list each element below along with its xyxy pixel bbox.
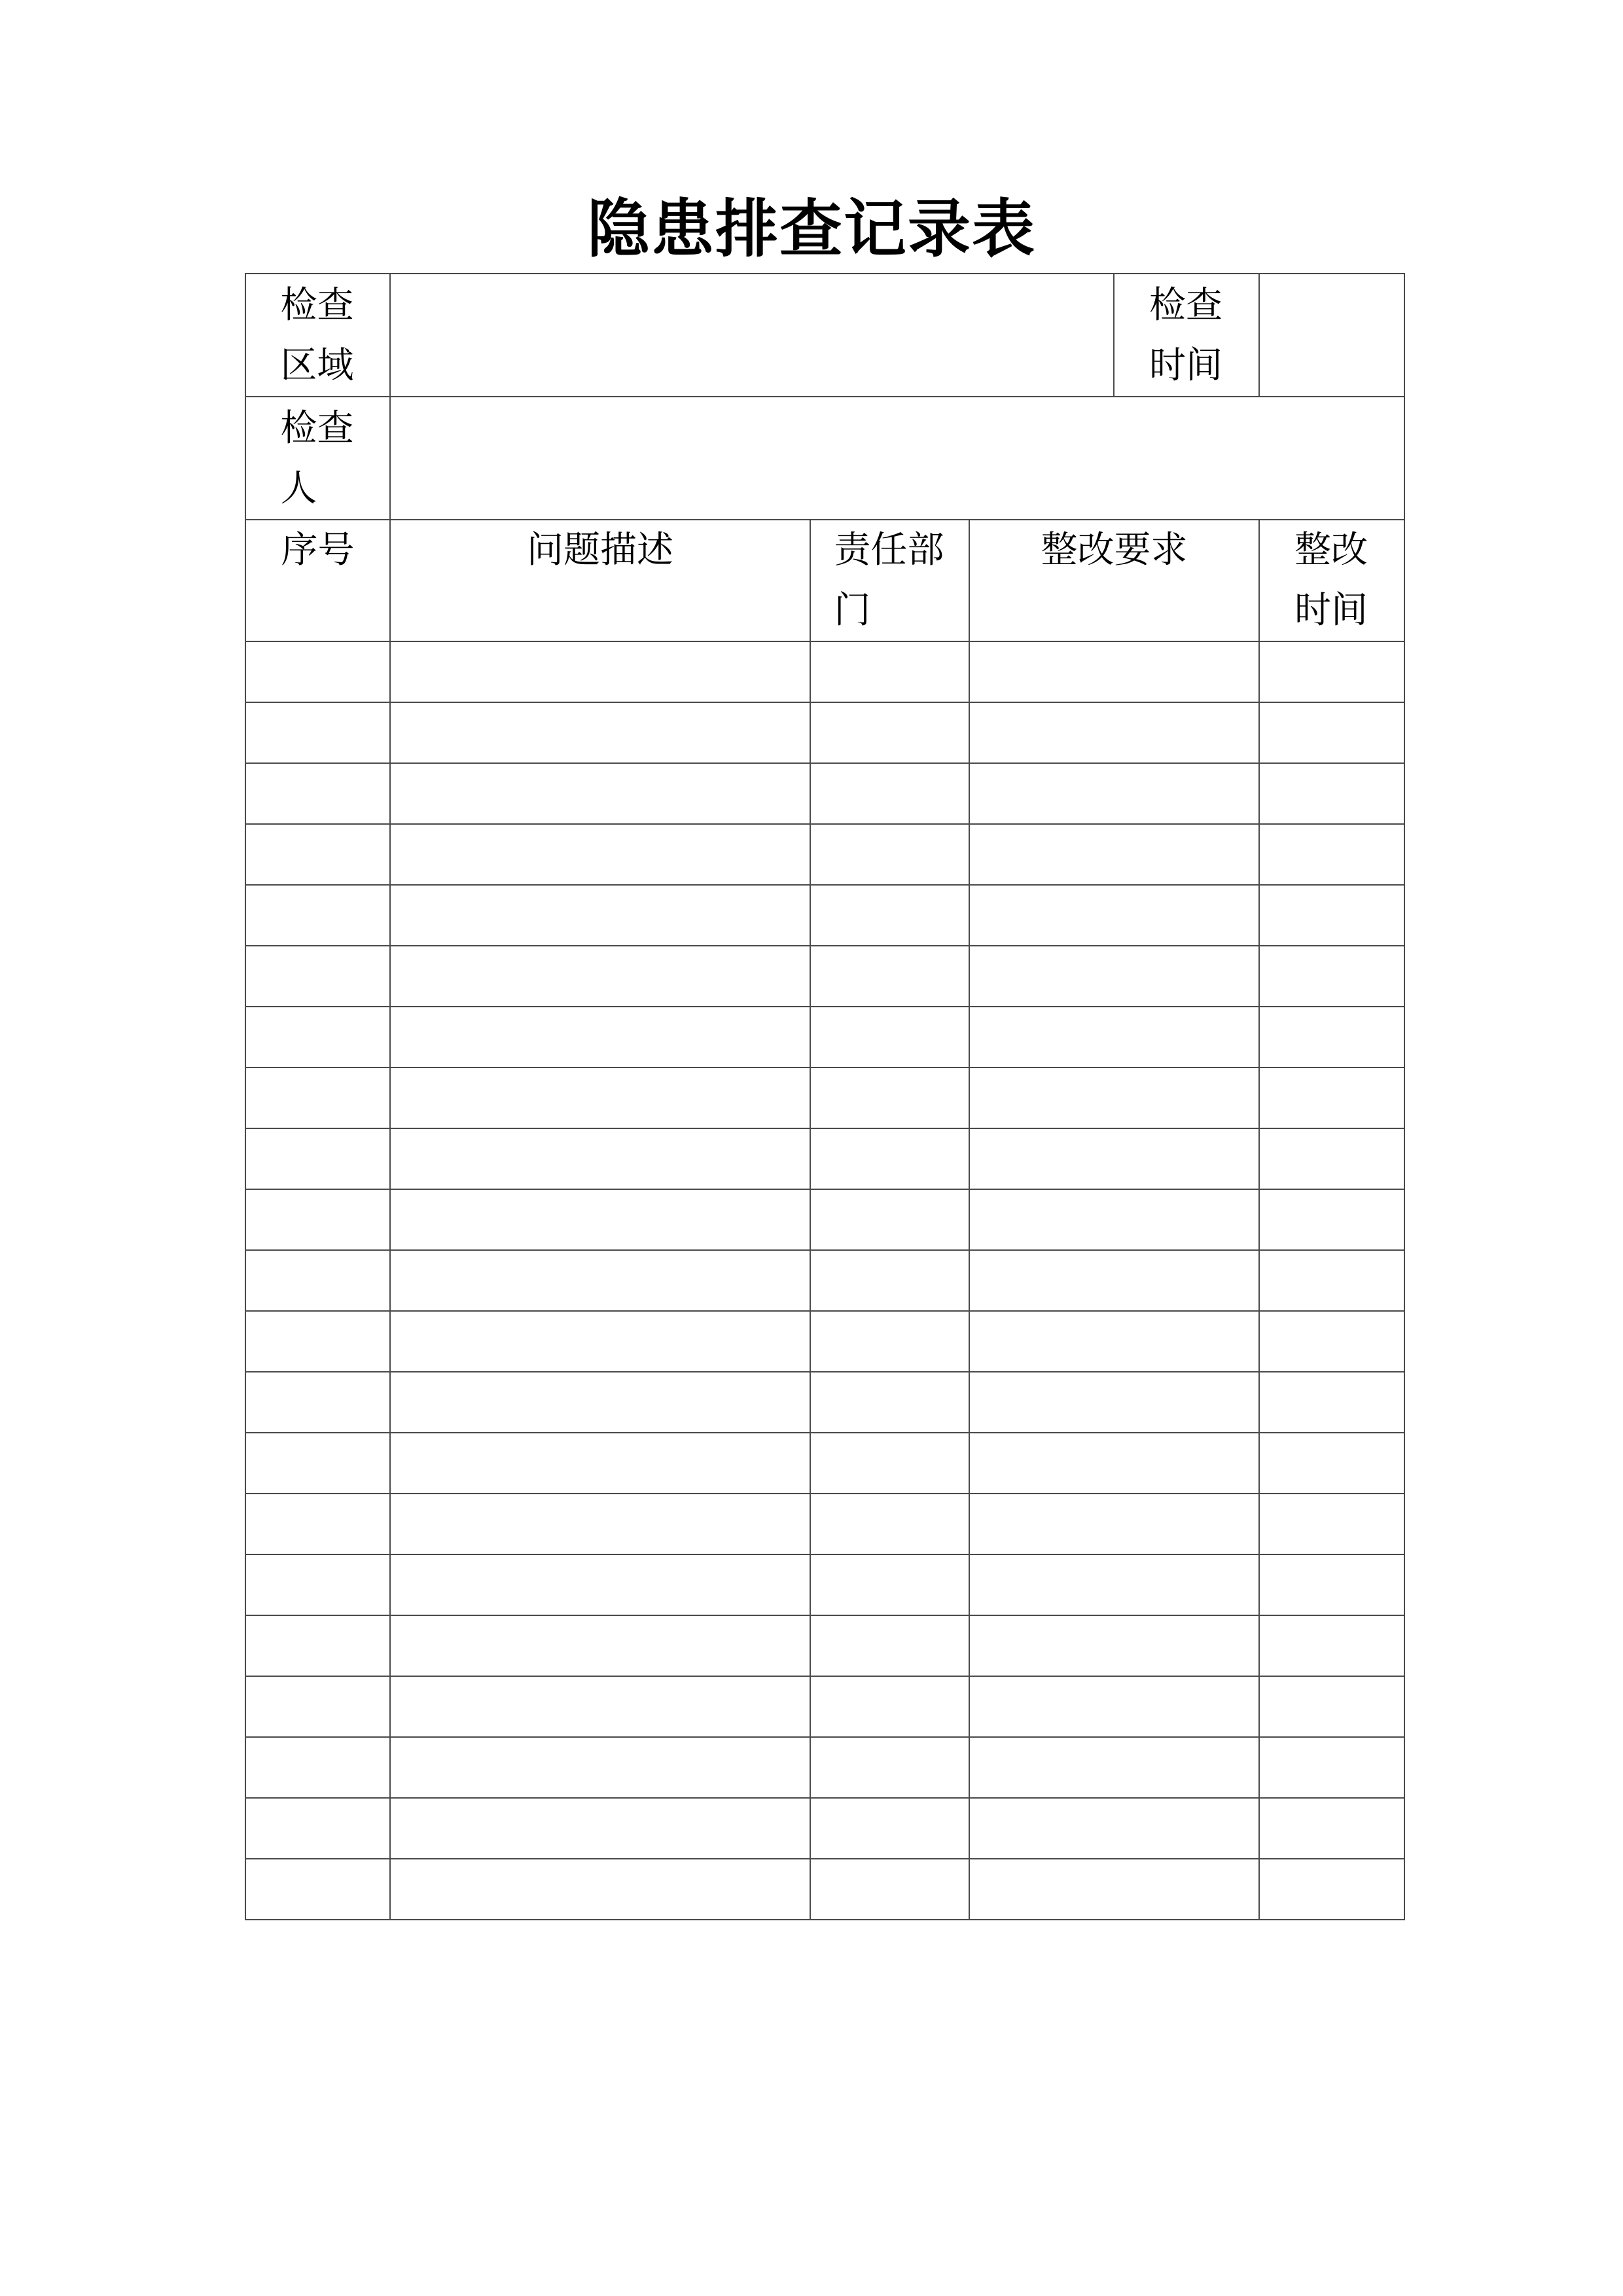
inspection-area-label-cell: [245, 274, 390, 397]
cell-seq[interactable]: [245, 1433, 390, 1494]
table-row: [245, 1737, 1404, 1798]
cell-department[interactable]: [810, 1676, 969, 1737]
inspector-label-cell: [245, 397, 390, 520]
cell-department[interactable]: [810, 1554, 969, 1615]
cell-description[interactable]: [390, 1372, 810, 1433]
page-title: 隐患排查记录表: [587, 192, 1036, 266]
cell-seq[interactable]: [245, 1189, 390, 1250]
table-row: [245, 1311, 1404, 1372]
cell-seq[interactable]: [245, 702, 390, 763]
cell-seq[interactable]: [245, 1372, 390, 1433]
cell-description[interactable]: [390, 1494, 810, 1554]
cell-deadline[interactable]: [1259, 946, 1404, 1007]
cell-department[interactable]: [810, 885, 969, 946]
cell-department[interactable]: [810, 1615, 969, 1676]
cell-deadline[interactable]: [1259, 1067, 1404, 1128]
table-row: [245, 763, 1404, 824]
cell-requirement[interactable]: [969, 885, 1259, 946]
cell-department[interactable]: [810, 1250, 969, 1311]
cell-deadline[interactable]: [1259, 1433, 1404, 1494]
cell-requirement[interactable]: [969, 1189, 1259, 1250]
table-row: [245, 1494, 1404, 1554]
cell-department[interactable]: [810, 1798, 969, 1859]
cell-requirement[interactable]: [969, 1615, 1259, 1676]
cell-deadline[interactable]: [1259, 763, 1404, 824]
inspection-area-label: 检查区域: [280, 284, 354, 387]
cell-seq[interactable]: [245, 641, 390, 702]
cell-seq[interactable]: [245, 1737, 390, 1798]
cell-requirement[interactable]: [969, 1737, 1259, 1798]
cell-seq[interactable]: [245, 1007, 390, 1067]
cell-description[interactable]: [390, 1311, 810, 1372]
column-header-seq: [245, 520, 390, 641]
cell-seq[interactable]: [245, 1311, 390, 1372]
column-header-requirement: [969, 520, 1259, 641]
cell-deadline[interactable]: [1259, 1615, 1404, 1676]
cell-department[interactable]: [810, 641, 969, 702]
cell-deadline[interactable]: [1259, 1737, 1404, 1798]
column-header-row: [245, 520, 1404, 641]
cell-description[interactable]: [390, 1554, 810, 1615]
cell-requirement[interactable]: [969, 1433, 1259, 1494]
cell-department[interactable]: [810, 763, 969, 824]
cell-department[interactable]: [810, 1189, 969, 1250]
table-row: [245, 1433, 1404, 1494]
column-header-label: 整改时间: [1294, 529, 1368, 632]
cell-description[interactable]: [390, 641, 810, 702]
cell-deadline[interactable]: [1259, 1250, 1404, 1311]
cell-requirement[interactable]: [969, 1007, 1259, 1067]
cell-department[interactable]: [810, 1859, 969, 1920]
cell-department[interactable]: [810, 1128, 969, 1189]
cell-seq[interactable]: [245, 1859, 390, 1920]
cell-requirement[interactable]: [969, 1372, 1259, 1433]
cell-requirement[interactable]: [969, 1067, 1259, 1128]
table-row: [245, 1554, 1404, 1615]
column-header-label: 整改要求: [1041, 529, 1188, 571]
cell-deadline[interactable]: [1259, 1189, 1404, 1250]
cell-department[interactable]: [810, 1433, 969, 1494]
cell-requirement[interactable]: [969, 702, 1259, 763]
cell-deadline[interactable]: [1259, 1494, 1404, 1554]
cell-requirement[interactable]: [969, 1798, 1259, 1859]
cell-seq[interactable]: [245, 946, 390, 1007]
cell-description[interactable]: [390, 1007, 810, 1067]
cell-department[interactable]: [810, 1311, 969, 1372]
meta-row-inspector: [245, 397, 1404, 520]
table-row: [245, 1067, 1404, 1128]
cell-seq[interactable]: [245, 1494, 390, 1554]
cell-seq[interactable]: [245, 1676, 390, 1737]
inspection-time-field[interactable]: [1259, 274, 1404, 397]
inspector-field[interactable]: [390, 397, 1404, 520]
cell-seq[interactable]: [245, 1554, 390, 1615]
cell-description[interactable]: [390, 1128, 810, 1189]
table-row: [245, 702, 1404, 763]
cell-requirement[interactable]: [969, 1554, 1259, 1615]
table-row: [245, 885, 1404, 946]
cell-requirement[interactable]: [969, 1128, 1259, 1189]
cell-description[interactable]: [390, 824, 810, 885]
cell-seq[interactable]: [245, 1128, 390, 1189]
table-row: [245, 1859, 1404, 1920]
table-row: [245, 1798, 1404, 1859]
cell-description[interactable]: [390, 1615, 810, 1676]
cell-seq[interactable]: [245, 763, 390, 824]
cell-requirement[interactable]: [969, 641, 1259, 702]
cell-requirement[interactable]: [969, 824, 1259, 885]
column-header-label: 问题描述: [527, 529, 673, 571]
cell-seq[interactable]: [245, 885, 390, 946]
table-row: [245, 1007, 1404, 1067]
cell-deadline[interactable]: [1259, 824, 1404, 885]
column-header-description: [390, 520, 810, 641]
cell-description[interactable]: [390, 702, 810, 763]
column-header-department: [810, 520, 969, 641]
cell-description[interactable]: [390, 1676, 810, 1737]
column-header-label: 责任部门: [834, 529, 944, 632]
cell-department[interactable]: [810, 702, 969, 763]
cell-requirement[interactable]: [969, 1676, 1259, 1737]
table-row: [245, 1189, 1404, 1250]
table-row: [245, 1250, 1404, 1311]
table-row: [245, 1615, 1404, 1676]
meta-row-area-time: [245, 274, 1404, 397]
table-row: [245, 824, 1404, 885]
cell-department[interactable]: [810, 1372, 969, 1433]
cell-deadline[interactable]: [1259, 1676, 1404, 1737]
column-header-label: 序号: [281, 529, 355, 571]
cell-department[interactable]: [810, 946, 969, 1007]
cell-description[interactable]: [390, 1250, 810, 1311]
cell-description[interactable]: [390, 946, 810, 1007]
inspector-label: 检查人: [280, 407, 354, 510]
cell-deadline[interactable]: [1259, 1798, 1404, 1859]
table-row: [245, 641, 1404, 702]
cell-deadline[interactable]: [1259, 1311, 1404, 1372]
cell-deadline[interactable]: [1259, 702, 1404, 763]
hazard-inspection-table: [245, 273, 1405, 1920]
cell-department[interactable]: [810, 1737, 969, 1798]
inspection-time-label-cell: [1114, 274, 1259, 397]
cell-department[interactable]: [810, 1067, 969, 1128]
cell-deadline[interactable]: [1259, 1859, 1404, 1920]
cell-requirement[interactable]: [969, 946, 1259, 1007]
cell-department[interactable]: [810, 1007, 969, 1067]
table-row: [245, 1372, 1404, 1433]
cell-description[interactable]: [390, 885, 810, 946]
cell-seq[interactable]: [245, 1250, 390, 1311]
cell-deadline[interactable]: [1259, 1554, 1404, 1615]
cell-requirement[interactable]: [969, 763, 1259, 824]
cell-description[interactable]: [390, 1859, 810, 1920]
table-row: [245, 1128, 1404, 1189]
table-row: [245, 1676, 1404, 1737]
cell-seq[interactable]: [245, 1615, 390, 1676]
cell-description[interactable]: [390, 1433, 810, 1494]
cell-department[interactable]: [810, 824, 969, 885]
cell-deadline[interactable]: [1259, 1372, 1404, 1433]
cell-requirement[interactable]: [969, 1250, 1259, 1311]
cell-department[interactable]: [810, 1494, 969, 1554]
inspection-time-label: 检查时间: [1149, 284, 1223, 387]
cell-deadline[interactable]: [1259, 885, 1404, 946]
cell-seq[interactable]: [245, 1067, 390, 1128]
cell-requirement[interactable]: [969, 1859, 1259, 1920]
cell-deadline[interactable]: [1259, 1128, 1404, 1189]
cell-seq[interactable]: [245, 1798, 390, 1859]
cell-requirement[interactable]: [969, 1494, 1259, 1554]
cell-seq[interactable]: [245, 824, 390, 885]
cell-description[interactable]: [390, 1798, 810, 1859]
cell-description[interactable]: [390, 763, 810, 824]
column-header-deadline: [1259, 520, 1404, 641]
cell-deadline[interactable]: [1259, 1007, 1404, 1067]
cell-deadline[interactable]: [1259, 641, 1404, 702]
inspection-area-field[interactable]: [390, 274, 1114, 397]
table-row: [245, 946, 1404, 1007]
cell-description[interactable]: [390, 1737, 810, 1798]
cell-description[interactable]: [390, 1067, 810, 1128]
cell-description[interactable]: [390, 1189, 810, 1250]
cell-requirement[interactable]: [969, 1311, 1259, 1372]
